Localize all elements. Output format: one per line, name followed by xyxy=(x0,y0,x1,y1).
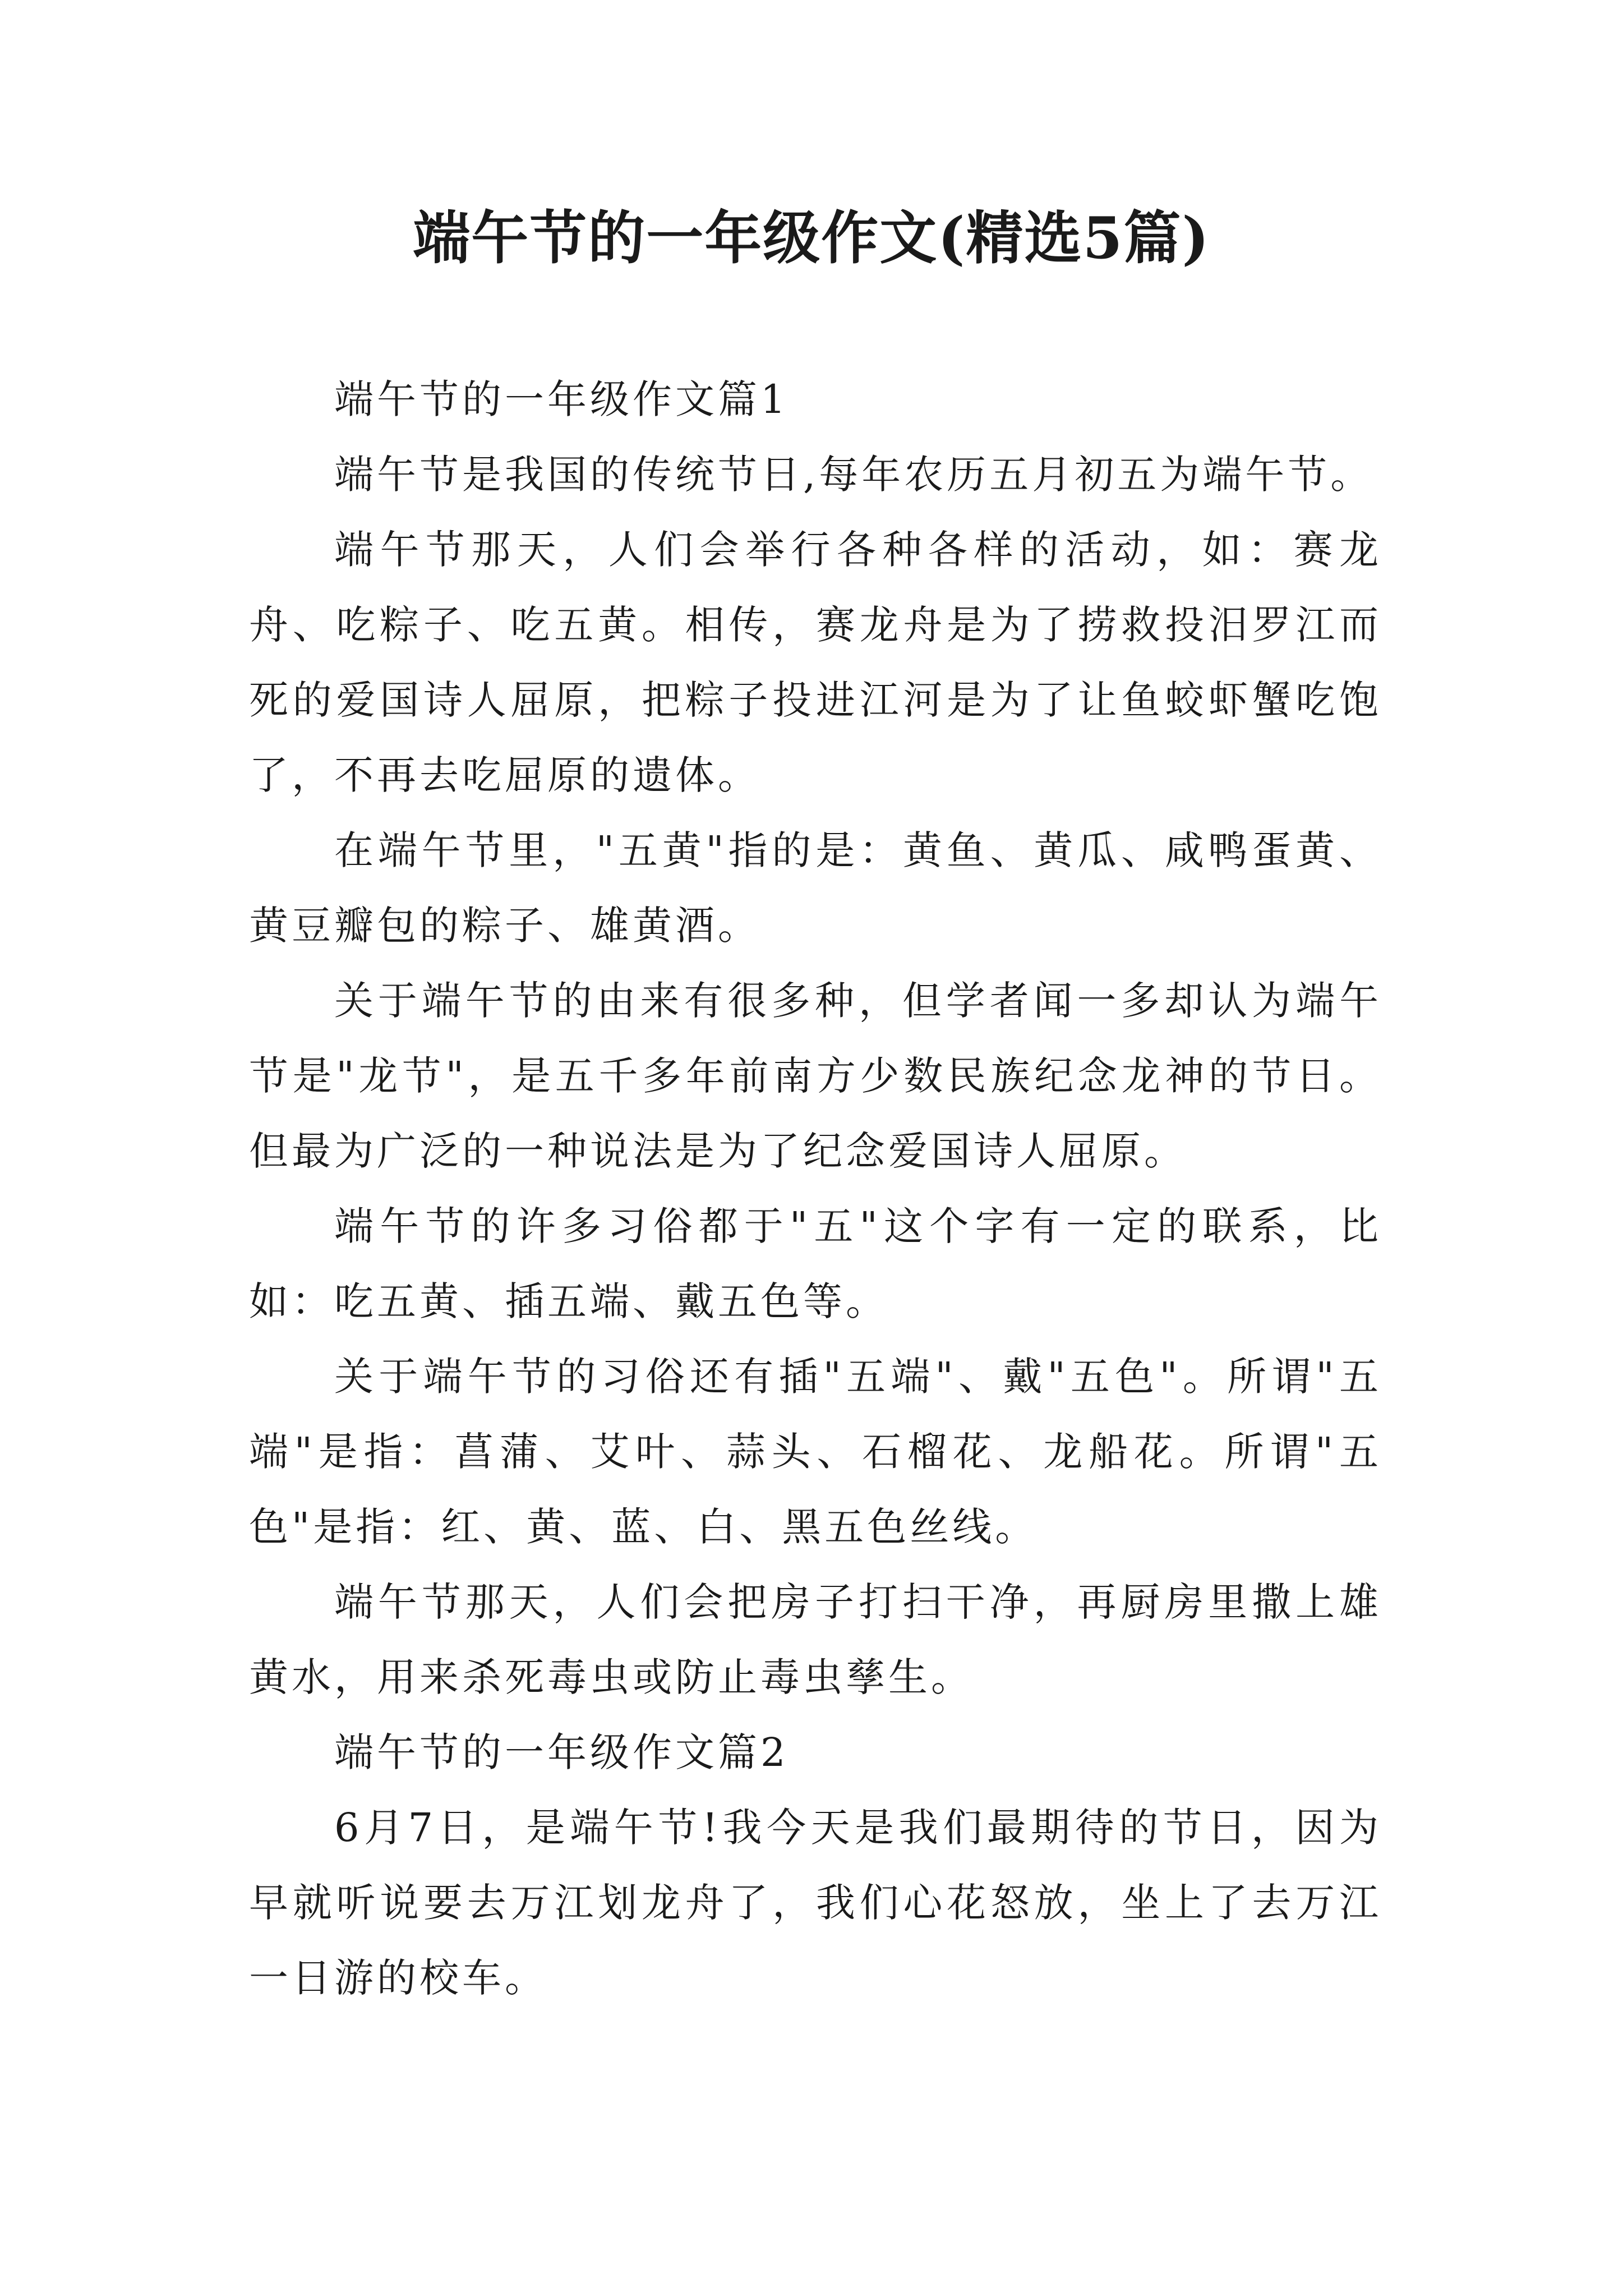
section-heading-2: 端午节的一年级作文篇2 xyxy=(334,1729,789,1775)
paragraph: 端午节是我国的传统节日,每年农历五月初五为端午节。 xyxy=(334,452,1373,498)
paragraph: 6月7日，是端午节!我今天是我们最期待的节日，因为早就听说要去万江划龙舟了，我们心花怒放，坐上了去万江一日游的校车。 xyxy=(249,1805,1382,2001)
paragraph: 在端午节里，"五黄"指的是：黄鱼、黄瓜、咸鸭蛋黄、黄豆瓣包的粽子、雄黄酒。 xyxy=(249,827,1382,949)
document-title: 端午节的一年级作文(精选5篇) xyxy=(413,205,1210,272)
paragraph: 端午节那天，人们会把房子打扫干净，再厨房里撒上雄黄水，用来杀死毒虫或防止毒虫孳生。 xyxy=(249,1579,1382,1700)
paragraph: 端午节的许多习俗都于"五"这个字有一定的联系，比如：吃五黄、插五端、戴五色等。 xyxy=(249,1203,1382,1324)
paragraph: 关于端午节的习俗还有插"五端"、戴"五色"。所谓"五端"是指：菖蒲、艾叶、蒜头、石榴花、龙船花。所谓"五色"是指：红、黄、蓝、白、黑五色丝线。 xyxy=(249,1354,1382,1550)
section-heading-1: 端午节的一年级作文篇1 xyxy=(334,376,789,422)
paragraph: 关于端午节的由来有很多种，但学者闻一多却认为端午节是"龙节"，是五千多年前南方少数民族纪念龙神的节日。但最为广泛的一种说法是为了纪念爱国诗人屈原。 xyxy=(249,978,1382,1174)
paragraph: 端午节那天，人们会举行各种各样的活动，如：赛龙舟、吃粽子、吃五黄。相传，赛龙舟是为了捞救投汨罗江而死的爱国诗人屈原，把粽子投进江河是为了让鱼蛟虾蟹吃饱了，不再去吃屈原的遗体。 xyxy=(249,527,1382,798)
document-body xyxy=(249,362,1382,2016)
